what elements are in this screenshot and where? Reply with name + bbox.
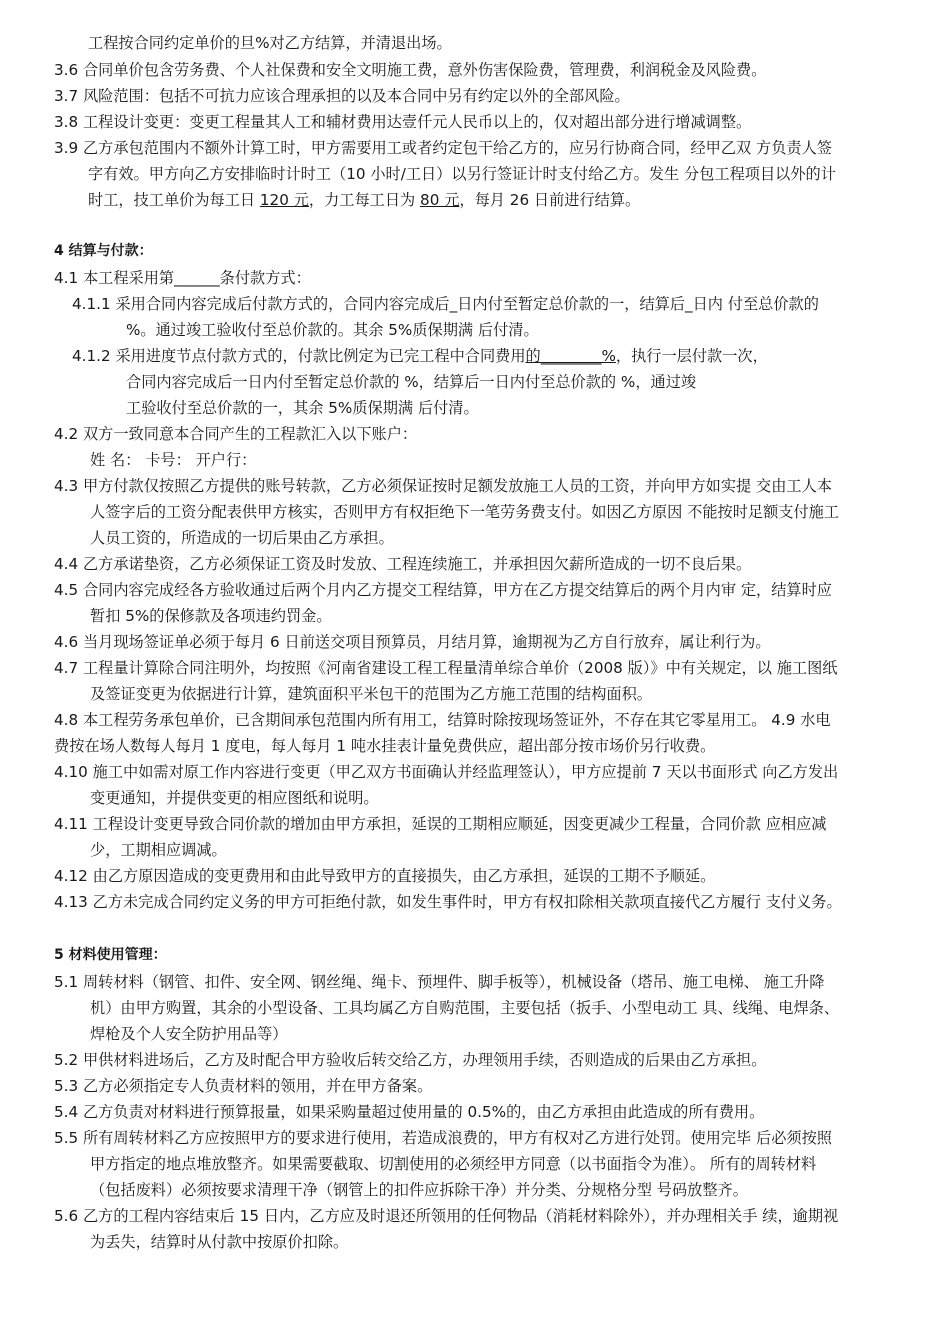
clause-3-9-line-2: 字有效。甲方向乙方安排临时计时工（10 小时/工日）以另行签证计时支付给乙方。发生 分包工程项目以外的计 xyxy=(88,165,836,183)
clause-4-3-line-2: 人签字后的工资分配表供甲方核实，否则甲方有权拒绝下一笔劳务费支付。如因乙方原因 不能按时足额支付施工 xyxy=(90,503,840,521)
text-segment: 4.1.2 采用进度节点付款方式的，付款比例定为已完工程中合同费用 xyxy=(72,347,526,365)
clause-4-1-1-line-1: 4.1.1 采用合同内容完成后付款方式的，合同内容完成后_日内付至暂定总价款的一，结算后_日内 付至总价款的 xyxy=(72,295,819,313)
clause-4-5-line-1: 4.5 合同内容完成经各方验收通过后两个月内乙方提交工程结算，甲方在乙方提交结算后的两个月内审 定，结算时应 xyxy=(54,581,832,599)
clause-4-4: 4.4 乙方承诺垫资，乙方必须保证工资及时发放、工程连续施工，并承担因欠薪所造成的一切不良后果。 xyxy=(54,555,752,573)
clause-5-5-line-1: 5.5 所有周转材料乙方应按照甲方的要求进行使用，若造成浪费的，甲方有权对乙方进行处罚。使用完毕 后必须按照 xyxy=(54,1129,832,1147)
clause-4-3-line-1: 4.3 甲方付款仅按照乙方提供的账号转款，乙方必须保证按时足额发放施工人员的工资，并向甲方如实提 交由工人本 xyxy=(54,477,832,495)
clause-4-10-line-2: 变更通知，并提供变更的相应图纸和说明。 xyxy=(90,789,379,807)
clause-4-12: 4.12 由乙方原因造成的变更费用和由此导致甲方的直接损失，由乙方承担，延误的工期不予顺延。 xyxy=(54,867,716,885)
clause-3-9-line-3 xyxy=(88,187,640,214)
clause-4-5-line-2: 暂扣 5%的保修款及各项违约罚金。 xyxy=(90,607,332,625)
clause-5-1-line-1: 5.1 周转材料（钢管、扣件、安全网、钢丝绳、绳卡、预埋件、脚手板等），机械设备（塔吊、施工电梯、 施工升降 xyxy=(54,973,825,991)
skilled-wage-value: 120 元 xyxy=(259,191,309,209)
clause-5-1-line-2: 机）由甲方购置，其余的小型设备、工具均属乙方自购范围，主要包括（扳手、小型电动工 具、线绳、电焊条、 xyxy=(90,999,840,1017)
clause-3-6: 3.6 合同单价包含劳务费、个人社保费和安全文明施工费，意外伤害保险费，管理费，利润税金及风险费。 xyxy=(54,61,767,79)
clause-4-3-line-3: 人员工资的，所造成的一切后果由乙方承担。 xyxy=(90,529,394,547)
section-heading-5: 5 材料使用管理： xyxy=(54,947,167,963)
blank-field: 的________% xyxy=(525,347,616,365)
clause-4-7-line-1: 4.7 工程量计算除合同注明外，均按照《河南省建设工程工程量清单综合单价（2008 版）》中有关规定，以 施工图纸 xyxy=(54,659,838,677)
text-segment: ，力工每工日为 xyxy=(308,191,421,209)
clause-4-1-1-line-2: %。通过竣工验收付至总价款的。其余 5%质保期满 后付清。 xyxy=(126,321,539,339)
text-line: 工程按合同约定单价的旦%对乙方结算，并清退出场。 xyxy=(88,34,452,52)
clause-3-7: 3.7 风险范围：包括不可抗力应该合理承担的以及本合同中另有约定以外的全部风险。 xyxy=(54,87,630,105)
clause-4-1-2-line-2: 合同内容完成后一日内付至暂定总价款的 %，结算后一日内付至总价款的 %，通过竣 xyxy=(126,373,697,391)
clause-5-1-line-3: 焊枪及个人安全防护用品等） xyxy=(90,1025,288,1043)
labor-wage-value: 80 元 xyxy=(420,191,460,209)
clause-4-1-2-line-3: 工验收付至总价款的一，其余 5%质保期满 后付清。 xyxy=(126,399,479,417)
clause-4-8-line-2: 费按在场人数每人每月 1 度电，每人每月 1 吨水挂表计量免费供应，超出部分按市场价另行收费。 xyxy=(54,737,716,755)
clause-4-10-line-1: 4.10 施工中如需对原工作内容进行变更（甲乙双方书面确认并经监理签认），甲方应提前 7 天以书面形式 向乙方发出 xyxy=(54,763,839,781)
text-segment: ，执行一层付款一次， xyxy=(615,347,768,365)
clause-5-3: 5.3 乙方必须指定专人负责材料的领用，并在甲方备案。 xyxy=(54,1077,433,1095)
text-segment: ，每月 26 日前进行结算。 xyxy=(459,191,641,209)
clause-4-8-line-1: 4.8 本工程劳务承包单价，已含期间承包范围内所有用工，结算时除按现场签证外，不存在其它零星用工。 4.9 水电 xyxy=(54,711,831,729)
clause-4-13: 4.13 乙方未完成合同约定义务的甲方可拒绝付款，如发生事件时，甲方有权扣除相关款项直接代乙方履行 支付义务。 xyxy=(54,893,842,911)
clause-3-8: 3.8 工程设计变更：变更工程量其人工和辅材费用达壹仟元人民币以上的，仅对超出部分进行增减调整。 xyxy=(54,113,752,131)
clause-5-5-line-3: （包括废料）必须按要求清理干净（钢管上的扣件应拆除干净）并分类、分规格分型 号码放整齐。 xyxy=(90,1181,748,1199)
clause-5-4: 5.4 乙方负责对材料进行预算报量，如果采购量超过使用量的 0.5%的，由乙方承担由此造成的所有费用。 xyxy=(54,1103,765,1121)
text-segment: 时工，技工单价为每工日 xyxy=(88,191,260,209)
clause-5-2: 5.2 甲供材料进场后，乙方及时配合甲方验收后转交给乙方，办理领用手续，否则造成的后果由乙方承担。 xyxy=(54,1051,767,1069)
clause-4-11-line-2: 少，工期相应调减。 xyxy=(90,841,227,859)
clause-4-6: 4.6 当月现场签证单必须于每月 6 日前送交项目预算员，月结月算，逾期视为乙方自行放弃，属让利行为。 xyxy=(54,633,771,651)
clause-3-9-line-1: 3.9 乙方承包范围内不额外计算工时，甲方需要用工或者约定包干给乙方的，应另行协商合同，经甲乙双 方负责人签 xyxy=(54,139,832,157)
section-heading-4: 4 结算与付款： xyxy=(54,243,153,259)
clause-5-6-line-1: 5.6 乙方的工程内容结束后 15 日内，乙方应及时退还所领用的任何物品（消耗材料除外），并办理相关手 续，逾期视 xyxy=(54,1207,839,1225)
clause-5-6-line-2: 为丢失，结算时从付款中按原价扣除。 xyxy=(90,1233,349,1251)
account-info-line: 姓 名： 卡号： 开户行： xyxy=(90,451,257,469)
clause-4-11-line-1: 4.11 工程设计变更导致合同价款的增加由甲方承担，延误的工期相应顺延，因变更减少工程量，合同价款 应相应减 xyxy=(54,815,827,833)
clause-4-1-2-line-1 xyxy=(72,343,768,370)
clause-5-5-line-2: 甲方指定的地点堆放整齐。如果需要截取、切割使用的必须经甲方同意（以书面指令为准）。 所有的周转材料 xyxy=(90,1155,817,1173)
clause-4-2: 4.2 双方一致同意本合同产生的工程款汇入以下账户： xyxy=(54,425,418,443)
clause-4-1: 4.1 本工程采用第______条付款方式： xyxy=(54,269,311,287)
clause-4-7-line-2: 及签证变更为依据进行计算，建筑面积平米包干的范围为乙方施工范围的结构面积。 xyxy=(90,685,652,703)
